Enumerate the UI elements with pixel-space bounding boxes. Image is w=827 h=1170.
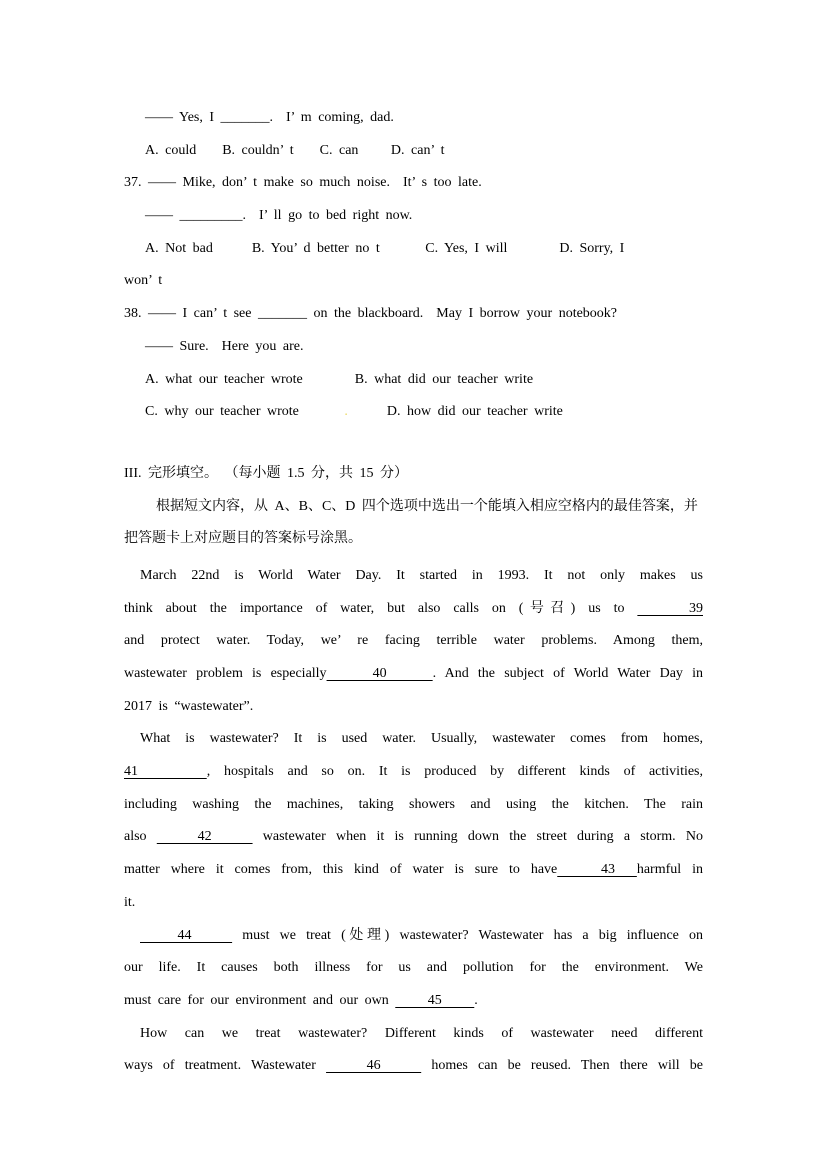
passage-p1-line-1	[124, 560, 703, 593]
passage-p3-line-2	[124, 952, 703, 985]
line-text: won’ t	[124, 273, 163, 289]
line-text: A. what our teacher wrote B. what did our teacher write	[145, 371, 534, 387]
line-text: also	[124, 829, 157, 845]
line-text: A. could B. couldn’ t C. can D. can’ t	[145, 142, 445, 158]
line-text: —— _________. I’ ll go to bed right now.	[145, 208, 413, 224]
blank-39: 39	[637, 600, 703, 616]
q38-options-ab-line	[124, 364, 703, 397]
passage-p2-line-1	[124, 723, 703, 756]
heading-text: III. 完形填空。 （每小题 1.5 分，共 15 分）	[124, 465, 408, 481]
line-text: 2017 is “wastewater”.	[124, 698, 254, 714]
line-text: .	[474, 992, 478, 1008]
line-text: March 22nd is World Water Day. It started in 1993. It not only makes us	[140, 567, 703, 583]
passage-p1-line-2	[124, 593, 703, 626]
line-text: C. why our teacher wrote	[145, 404, 345, 420]
line-text: What is wastewater? It is used water. Usually, wastewater comes from homes,	[140, 731, 703, 747]
line-text: 把答题卡上对应题目的答案标号涂黑。	[124, 531, 362, 547]
passage-p4-line-2	[124, 1050, 703, 1083]
passage-p2-line-2	[124, 756, 703, 789]
line-text: . And the subject of World Water Day in	[432, 666, 703, 681]
passage-p1-line-5	[124, 691, 703, 724]
q37-option-d-overflow-line	[124, 265, 703, 298]
passage-p2-line-5	[124, 854, 703, 887]
passage-p2-line-6	[124, 887, 703, 920]
line-text: —— Sure. Here you are.	[145, 338, 304, 354]
blank-41: 41	[124, 764, 207, 780]
line-text: —— Yes, I _______. I’ m coming, dad.	[145, 110, 394, 125]
q37-question-line	[124, 167, 703, 200]
line-text: including washing the machines, taking showers and using the kitchen. The rain	[124, 796, 703, 812]
line-text: and protect water. Today, we’ re facing terrible water problems. Among them,	[124, 633, 703, 649]
line-text: wastewater when it is running down the street during a storm. No	[252, 829, 703, 845]
line-text: D. how did our teacher write	[347, 404, 563, 420]
passage-p1-line-4	[124, 658, 703, 691]
blank-45: 45	[395, 992, 475, 1008]
line-text: think about the importance of water, but also calls on (号召) us to	[124, 600, 638, 616]
q38-question-line	[124, 298, 703, 331]
q38-answer-dialog-line	[124, 331, 703, 364]
line-text: 37. —— Mike, don’ t make so much noise. It’ s too late.	[124, 175, 482, 191]
q36-answer-dialog-line	[124, 102, 703, 135]
section-iii-heading	[124, 458, 703, 491]
blank-46: 46	[326, 1058, 422, 1074]
q37-options-line	[124, 233, 703, 266]
line-text: 根据短文内容，从 A、B、C、D 四个选项中选出一个能填入相应空格内的最佳答案，并	[156, 498, 698, 514]
q37-answer-dialog-line	[124, 200, 703, 233]
blank-43: 43	[557, 862, 637, 878]
line-text: our life. It causes both illness for us and pollution for the environment. We	[124, 960, 703, 976]
passage-p3-line-3	[124, 985, 703, 1018]
blank-40: 40	[326, 666, 433, 681]
line-text: homes can be reused. Then there will be	[421, 1058, 703, 1074]
stray-yellow-dot: .	[344, 404, 348, 420]
cloze-instructions-line-2	[124, 523, 703, 556]
line-text: A. Not bad B. You’ d better no t C. Yes, I will D. Sorry, I	[145, 240, 625, 256]
line-text: must we treat (处理) wastewater? Wastewater has a big influence on	[232, 927, 703, 943]
blank-44: 44	[140, 927, 233, 943]
passage-p1-line-3	[124, 625, 703, 658]
passage-p3-line-1	[124, 920, 703, 953]
line-text: How can we treat wastewater? Different kinds of wastewater need different	[140, 1025, 703, 1041]
line-text: 38. —— I can’ t see _______ on the blackboard. May I borrow your notebook?	[124, 306, 618, 322]
passage-p4-line-1	[124, 1018, 703, 1051]
line-text: wastewater problem is especially	[124, 666, 327, 681]
q36-options-line	[124, 135, 703, 168]
line-text: must care for our environment and our own	[124, 992, 396, 1008]
q38-options-cd-line	[124, 396, 703, 429]
line-text: ways of treatment. Wastewater	[124, 1058, 327, 1074]
passage-p2-line-3	[124, 789, 703, 822]
cloze-instructions-line-1	[124, 491, 703, 524]
blank-42: 42	[156, 829, 253, 845]
line-text: , hospitals and so on. It is produced by different kinds of activities,	[206, 764, 703, 780]
line-text: it.	[124, 894, 136, 910]
line-text: harmful in	[636, 862, 703, 878]
line-text: matter where it comes from, this kind of water is sure to have	[124, 862, 558, 878]
passage-p2-line-4	[124, 821, 703, 854]
